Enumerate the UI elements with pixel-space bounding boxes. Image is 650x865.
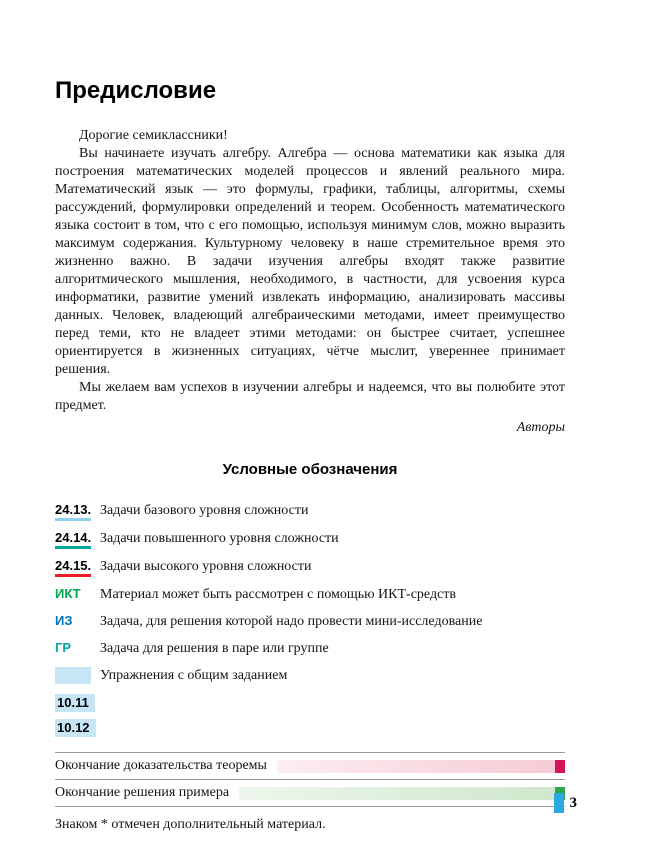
- highlight-box: [55, 667, 91, 684]
- marker-cell: [55, 667, 100, 685]
- ikt-marker: ИКТ: [55, 586, 81, 602]
- gr-marker: ГР: [55, 640, 72, 656]
- basic-level-marker: 24.13.: [55, 502, 91, 521]
- marker-cell: [55, 640, 100, 658]
- intro-paragraph: Вы начинаете изучать алгебру. Алгебра — основа математики как языка для построения математических моделей процессов и явлений реального мира. Математический язык — это формулы, графики, таблицы, алгоритмы, схемы рассуждений, формулировки определений и теорем. Особенность математического языка состоит в том, что с его помощью, используя минимум слов, можно выразить максимум содержания. Культурному человеку в наше стремительное время это жизненно важно. В задачи изучения алгебры входят также развитие алгоритмического мышления, необходимого, в частности, для усвоения курса информатики, развитие умений извлекать информацию, анализировать массивы данных. Человек, владеющий алгебраическими методами, имеет преимущество перед теми, кто не владеет этими методами: он быстрее считает, успешнее ориентируется в жизненных ситуациях, чётче мыслит, увереннее принимает решения.: [55, 146, 565, 378]
- greeting-paragraph: Дорогие семиклассники!: [79, 128, 228, 144]
- marker-cell: [55, 502, 100, 521]
- endings-table: [55, 752, 565, 807]
- theorem-ending-row: [55, 753, 565, 780]
- iz-marker: ИЗ: [55, 613, 73, 629]
- legend-item-iz: [55, 613, 565, 631]
- highlighted-number: 10.12: [55, 719, 96, 737]
- legend-item-high-level: [55, 558, 565, 577]
- footnote: Знаком * отмечен дополнительный материал.: [55, 817, 326, 833]
- legend-list: [55, 502, 565, 738]
- legend-item-common-task: [55, 667, 565, 685]
- advanced-level-marker: 24.14.: [55, 530, 91, 549]
- page-title: Предисловие: [55, 77, 217, 104]
- marker-cell: [55, 586, 100, 604]
- example-ending-row: [55, 780, 565, 807]
- marker-cell: [55, 719, 100, 738]
- legend-item-label: Задачи повышенного уровня сложности: [100, 531, 339, 547]
- marker-cell: [55, 558, 100, 577]
- theorem-end-marker: [555, 760, 565, 773]
- page-number: 3: [569, 794, 577, 811]
- legend-item-label: Задачи высокого уровня сложности: [100, 559, 312, 575]
- wish-paragraph: Мы желаем вам успехов в изучении алгебры и надеемся, что вы полюбите этот предмет.: [55, 380, 565, 414]
- legend-item-gr: [55, 640, 565, 658]
- legend-item-label: Упражнения с общим заданием: [100, 668, 288, 684]
- marker-cell: [55, 530, 100, 549]
- marker-cell: [55, 613, 100, 631]
- legend-item-number-1011: [55, 694, 565, 713]
- example-ending-bar: [239, 787, 555, 800]
- legend-item-label: Задачи базового уровня сложности: [100, 503, 309, 519]
- legend-item-label: Материал может быть рассмотрен с помощью ИКТ-средств: [100, 587, 457, 603]
- example-ending-label: Окончание решения примера: [55, 785, 230, 801]
- theorem-ending-bar: [277, 760, 555, 773]
- high-level-marker: 24.15.: [55, 558, 91, 577]
- legend-item-label: Задача для решения в паре или группе: [100, 641, 329, 657]
- page-footer: [554, 793, 578, 813]
- highlighted-number: 10.11: [55, 694, 95, 712]
- legend-item-basic-level: [55, 502, 565, 521]
- legend-item-ikt: [55, 586, 565, 604]
- marker-cell: [55, 694, 100, 713]
- legend-item-advanced-level: [55, 530, 565, 549]
- legend-heading: Условные обозначения: [222, 461, 398, 479]
- legend-item-number-1012: [55, 719, 565, 738]
- page-number-tab: [554, 793, 564, 813]
- authors-signature: Авторы: [516, 420, 565, 436]
- theorem-ending-label: Окончание доказательства теоремы: [55, 758, 267, 774]
- legend-item-label: Задача, для решения которой надо провести мини-исследование: [100, 614, 483, 630]
